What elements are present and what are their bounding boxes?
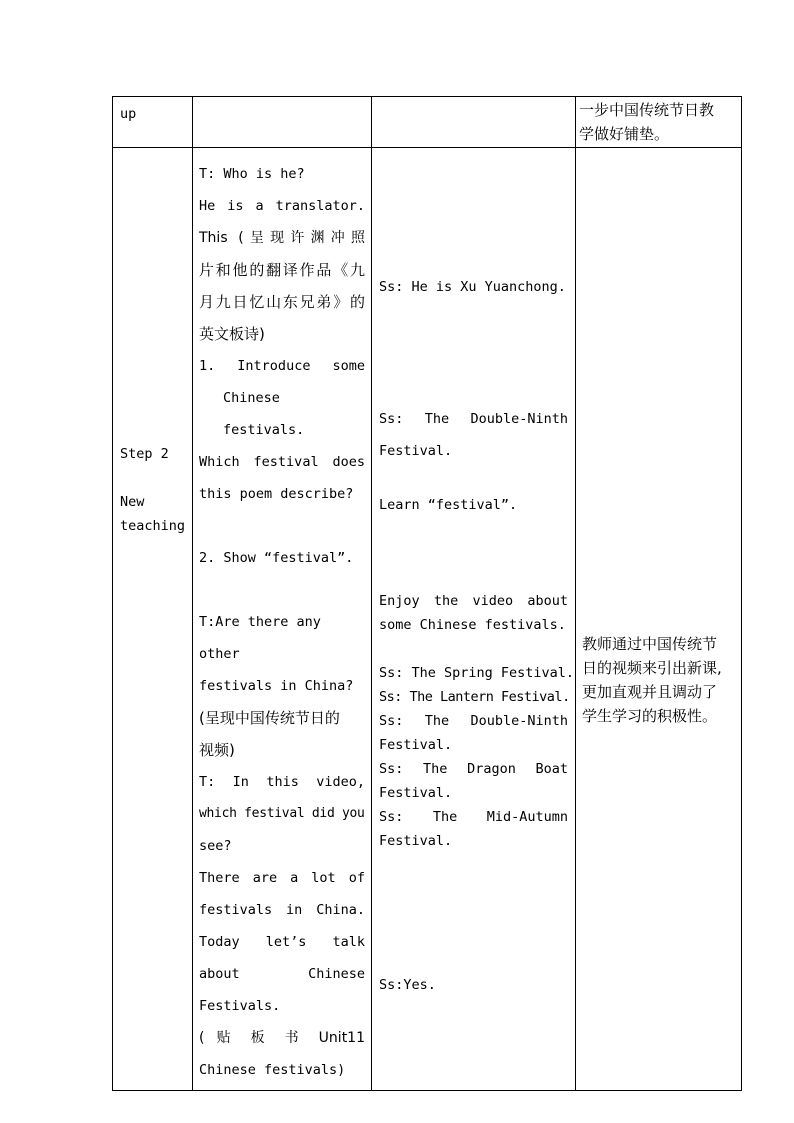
teacher-line: festivals in China?: [199, 678, 354, 694]
table-row: [113, 148, 742, 1091]
teacher-line: about Chinese: [199, 966, 365, 982]
teacher-line: 1. Introduce some: [199, 358, 365, 374]
student-response: [379, 275, 568, 299]
student-activity-cell: [372, 97, 576, 148]
step-subtitle: New: [120, 494, 145, 510]
teacher-line: Chinese festivals): [199, 1062, 346, 1078]
student-line: Festival.: [379, 785, 453, 801]
teacher-line: 英文板诗): [199, 325, 265, 343]
teacher-activity-cell: [193, 97, 372, 148]
teacher-line: Which festival does: [199, 454, 365, 470]
teacher-line: 月九日忆山东兄弟》的: [199, 293, 365, 311]
student-line: Ss: He is Xu Yuanchong.: [379, 279, 566, 295]
student-line: Ss: The Mid-Autumn: [379, 809, 568, 825]
teacher-line: He is a translator.: [199, 198, 365, 214]
purpose-line: 日的视频来引出新课,: [582, 659, 722, 677]
student-response: [379, 589, 568, 637]
teacher-line: Chinese festivals.: [223, 390, 305, 438]
student-response: [379, 661, 575, 853]
purpose-cell: [576, 148, 742, 1091]
purpose-cell: [576, 97, 742, 148]
student-line: Festival.: [379, 737, 453, 753]
teacher-line: Festivals.: [199, 998, 281, 1014]
student-line: Ss: The Double-Ninth: [379, 713, 568, 729]
stage-cell: [113, 148, 193, 1091]
teacher-line: T: In this video,: [199, 774, 365, 790]
student-line: Ss: The Spring Festival.: [379, 665, 575, 681]
teacher-line: There are a lot of: [199, 870, 365, 886]
student-line: Learn “festival”.: [379, 497, 518, 513]
student-line: Ss: The Dragon Boat: [379, 761, 568, 777]
teacher-line: festivals in China.: [199, 902, 365, 918]
student-line: some Chinese festivals.: [379, 617, 566, 633]
teacher-line: T: Who is he?: [199, 166, 305, 182]
purpose-line: 学做好铺垫。: [579, 125, 670, 143]
purpose-line: 教师通过中国传统节: [582, 635, 718, 653]
student-line: Festival.: [379, 443, 453, 459]
student-response: [379, 493, 568, 517]
lesson-plan-table: [112, 96, 742, 1091]
purpose-line: 一步中国传统节日教: [579, 101, 715, 119]
student-activity-cell: [372, 148, 576, 1091]
student-response: [379, 403, 568, 467]
student-line: Enjoy the video about: [379, 593, 568, 609]
teacher-line: Today let’s talk: [199, 934, 365, 950]
purpose-line: 学生学习的积极性。: [582, 707, 718, 725]
teacher-line: which festival did you: [199, 806, 365, 821]
teacher-line: 2. Show “festival”.: [199, 550, 354, 566]
step-subtitle: teaching: [120, 518, 186, 534]
student-line: Ss: The Double-Ninth: [379, 411, 568, 427]
purpose-line: 更加直观并且调动了: [582, 683, 718, 701]
purpose-text: [582, 632, 737, 728]
teacher-line: 视频): [199, 741, 235, 759]
teacher-line: this poem describe?: [199, 486, 354, 502]
student-line: Ss:Yes.: [379, 977, 436, 993]
teacher-line: see?: [199, 838, 232, 854]
teacher-line: (呈现中国传统节日的: [199, 709, 340, 727]
step-label: Step 2: [120, 446, 169, 462]
stage-cell: [113, 97, 193, 148]
teacher-activity-cell: [193, 148, 372, 1091]
teacher-line: T:Are there any other: [199, 614, 321, 662]
teacher-line: This (呈现许渊冲照: [199, 230, 365, 246]
student-line: Ss: The Lantern Festival.: [379, 689, 570, 705]
student-response: [379, 973, 568, 997]
table-row: [113, 97, 742, 148]
teacher-line: 片和他的翻译作品《九: [199, 261, 365, 279]
student-line: Festival.: [379, 833, 453, 849]
stage-label: up: [120, 106, 137, 122]
teacher-line: ( 贴 板 书 Unit11: [199, 1030, 365, 1046]
